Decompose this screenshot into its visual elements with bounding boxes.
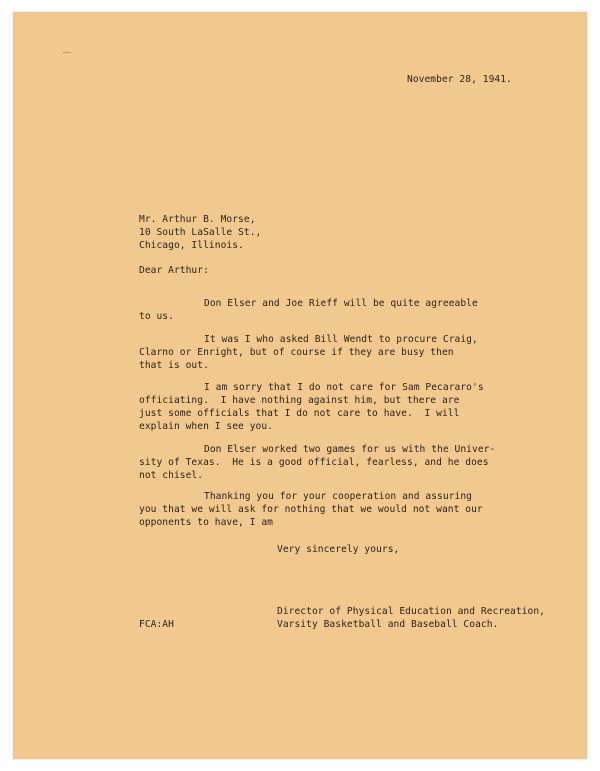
paragraph-line: sity of Texas. He is a good official, fearless, and he does	[139, 457, 489, 468]
letter-page	[13, 12, 587, 759]
paragraph-line: that is out.	[139, 360, 209, 371]
signature-title-line: Director of Physical Education and Recreation,	[277, 606, 545, 617]
paper-mark	[63, 52, 71, 53]
paragraph-line: Don Elser worked two games for us with the Univer-	[204, 444, 496, 455]
recipient-name: Mr. Arthur B. Morse,	[139, 214, 256, 225]
signature-title-line: Varsity Basketball and Baseball Coach.	[277, 619, 499, 630]
salutation: Dear Arthur:	[139, 265, 209, 276]
paragraph-line: Don Elser and Joe Rieff will be quite agreeable	[204, 298, 478, 309]
paragraph-line: not chisel.	[139, 470, 204, 481]
recipient-city: Chicago, Illinois.	[139, 240, 244, 251]
recipient-street: 10 South LaSalle St.,	[139, 227, 262, 238]
closing: Very sincerely yours,	[277, 544, 400, 555]
paragraph-line: It was I who asked Bill Wendt to procure Craig,	[204, 334, 478, 345]
letter-date: November 28, 1941.	[407, 74, 512, 85]
paragraph-line: to us.	[139, 311, 174, 322]
paragraph-line: Clarno or Enright, but of course if they are busy then	[139, 347, 454, 358]
paragraph-line: just some officials that I do not care to have. I will	[139, 408, 460, 419]
paragraph-line: officiating. I have nothing against him, but there are	[139, 395, 460, 406]
paragraph-line: explain when I see you.	[139, 421, 273, 432]
paragraph-line: opponents to have, I am	[139, 517, 273, 528]
paragraph-line: Thanking you for your cooperation and assuring	[204, 491, 472, 502]
paragraph-line: you that we will ask for nothing that we would not want our	[139, 504, 483, 515]
typist-initials: FCA:AH	[139, 619, 174, 630]
paragraph-line: I am sorry that I do not care for Sam Pecararo's	[204, 382, 484, 393]
